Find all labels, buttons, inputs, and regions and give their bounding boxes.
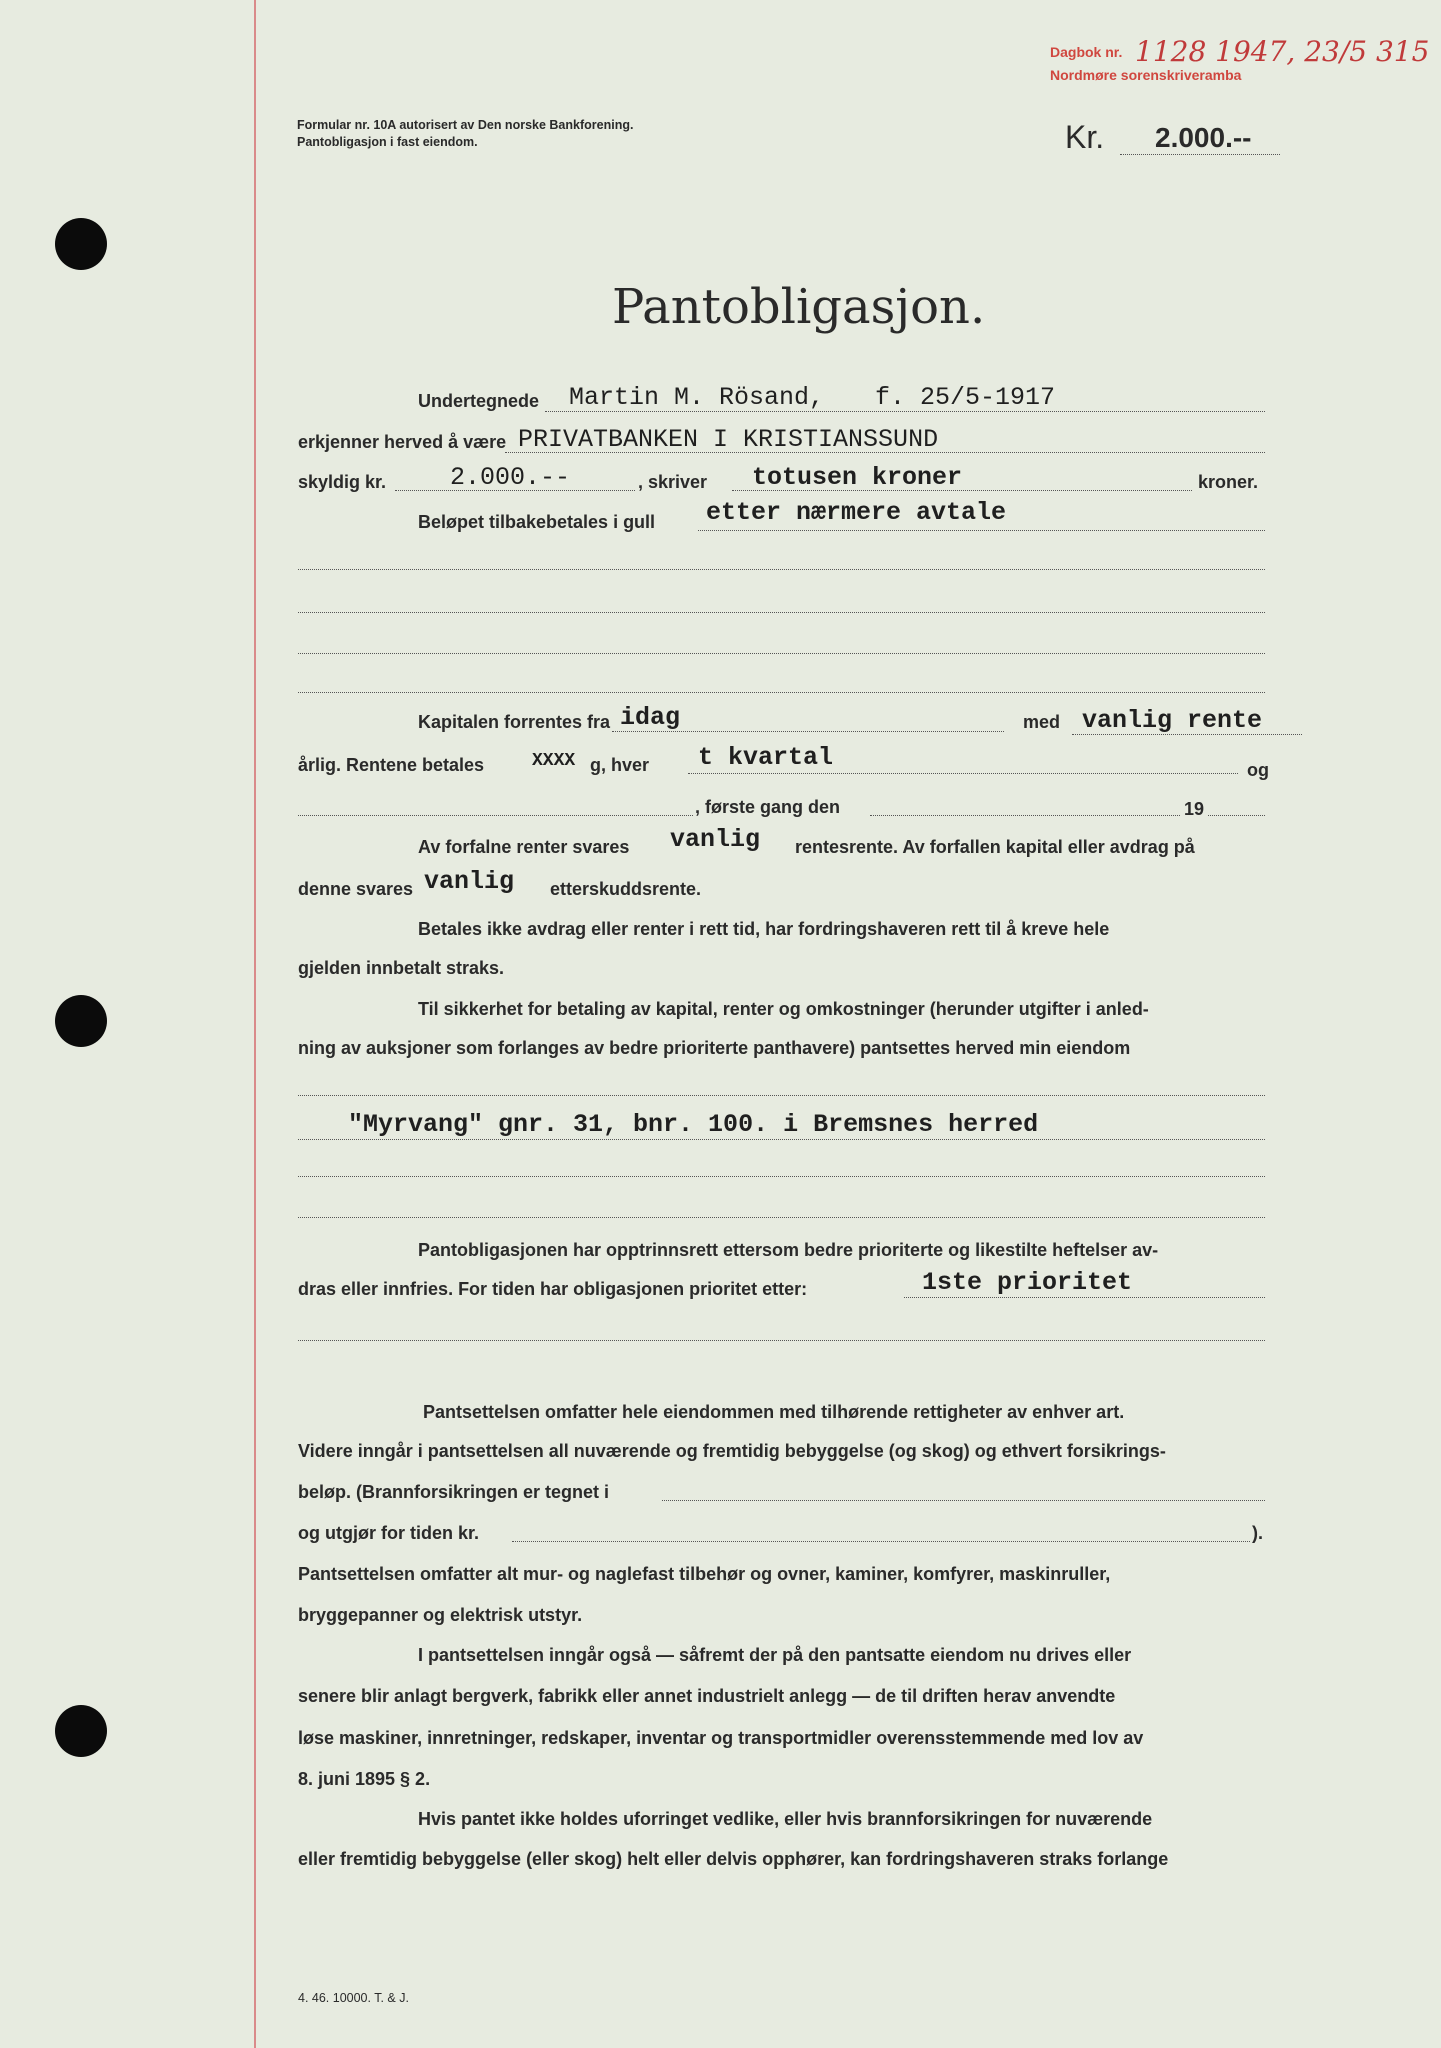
p-ogsa-3: løse maskiner, innretninger, redskaper, inventar og transportmidler overensstemmende med lov av: [298, 1728, 1144, 1748]
p-sikkerhet-1: Til sikkerhet for betaling av kapital, renter og omkostninger (herunder utgifter i anled-: [418, 999, 1149, 1019]
punch-hole: [55, 1705, 107, 1757]
hver-label: g, hver: [590, 755, 650, 775]
amount-dotline: [1120, 154, 1280, 155]
year-prefix: 19: [1184, 799, 1205, 819]
dotline: [298, 1139, 1265, 1140]
undertegnede-label: Undertegnede: [418, 391, 540, 411]
dotline: [612, 731, 1004, 732]
kapital-label: Kapitalen forrentes fra: [418, 712, 611, 732]
prioritet-value: 1ste prioritet: [922, 1268, 1133, 1297]
amount-prefix: Kr.: [1065, 119, 1105, 155]
p-omfatter-4-end: ).: [1252, 1523, 1263, 1543]
debtor-name: Martin M. Rösand,: [569, 383, 825, 412]
p-opptrinn-2: dras eller innfries. For tiden har obligasjonen prioritet etter:: [298, 1279, 808, 1299]
denne-label: denne svares: [298, 879, 414, 899]
dotline: [662, 1500, 1265, 1501]
skriver-label: , skriver: [638, 472, 708, 492]
skriver-words: totusen kroner: [752, 463, 963, 492]
amount-value: 2.000.--: [1155, 122, 1252, 153]
p-betales-1: Betales ikke avdrag eller renter i rett tid, har fordringshaveren rett til å kreve hele: [418, 919, 1110, 939]
dotline: [298, 692, 1265, 693]
dotline: [298, 1340, 1265, 1341]
stamp-office: Nordmøre sorenskriveramba: [1050, 67, 1242, 83]
skyldig-label: skyldig kr.: [298, 472, 387, 492]
p-mur-1: Pantsettelsen omfatter alt mur- og naglefast tilbehør og ovner, kaminer, komfyrer, maskinruller,: [298, 1564, 1111, 1584]
forste-label: , første gang den: [695, 797, 841, 817]
dotline: [1208, 815, 1265, 816]
p-omfatter-2: Videre inngår i pantsettelsen all nuværende og fremtidig bebyggelse (og skog) og ethvert forsikrings-: [298, 1441, 1166, 1461]
dotline: [298, 1095, 1265, 1096]
dotline: [298, 1176, 1265, 1177]
kapital-from: idag: [620, 703, 681, 732]
hver-value: t kvartal: [698, 743, 834, 772]
dotline: [688, 773, 1238, 774]
p-omfatter-4: og utgjør for tiden kr.: [298, 1523, 479, 1543]
dotline: [298, 653, 1265, 654]
av-forfalne-label: Av forfalne renter svares: [418, 837, 630, 857]
dotline: [1072, 734, 1302, 735]
dotline: [298, 1217, 1265, 1218]
dotline: [545, 411, 1265, 412]
p-hvis-1: Hvis pantet ikke holdes uforringet vedlike, eller hvis brannforsikringen for nuværende: [418, 1809, 1153, 1829]
p-ogsa-2: senere blir anlagt bergverk, fabrikk eller annet industrielt anlegg — de til driften herav anvendte: [298, 1686, 1116, 1706]
etterskudd-label: etterskuddsrente.: [550, 879, 702, 899]
arlig-label: årlig. Rentene betales: [298, 755, 485, 775]
denne-value: vanlig: [424, 867, 515, 896]
page-title: Pantobligasjon.: [612, 279, 986, 335]
med-label: med: [1023, 712, 1061, 732]
creditor-name: PRIVATBANKEN I KRISTIANSSUND: [518, 425, 939, 454]
erkjenner-label: erkjenner herved å være: [298, 432, 507, 452]
p-sikkerhet-2: ning av auksjoner som forlanges av bedre prioriterte panthavere) pantsettes herved min eiendom: [298, 1038, 1131, 1058]
dotline: [298, 815, 693, 816]
kroner-label: kroner.: [1198, 472, 1259, 492]
rente-value: vanlig rente: [1082, 706, 1263, 735]
debtor-birth: f. 25/5-1917: [875, 383, 1056, 412]
p-mur-2: bryggepanner og elektrisk utstyr.: [298, 1605, 583, 1625]
belopet-value: etter nærmere avtale: [706, 498, 1007, 527]
dotline: [732, 490, 1192, 491]
stamp-dagbok: Dagbok nr.: [1050, 44, 1123, 60]
punch-hole: [55, 218, 107, 270]
stamp-handwritten: 1128 1947, 23/5 315: [1135, 35, 1430, 68]
form-line-1: Formular nr. 10A autorisert av Den norske Bankforening.: [297, 118, 634, 132]
p-ogsa-4: 8. juni 1895 § 2.: [298, 1769, 431, 1789]
arlig-struck: XXXX: [532, 751, 576, 771]
property-description: "Myrvang" gnr. 31, bnr. 100. i Bremsnes herred: [348, 1110, 1039, 1139]
p-opptrinn-1: Pantobligasjonen har opptrinnsrett ettersom bedre prioriterte og likestilte heftelser av-: [418, 1240, 1159, 1260]
p-ogsa-1: I pantsettelsen inngår også — såfremt der på den pantsatte eiendom nu drives eller: [418, 1645, 1132, 1665]
skyldig-amount: 2.000.--: [450, 463, 571, 492]
dotline: [298, 612, 1265, 613]
p-betales-2: gjelden innbetalt straks.: [298, 958, 505, 978]
dotline: [298, 569, 1265, 570]
p-omfatter-3: beløp. (Brannforsikringen er tegnet i: [298, 1482, 610, 1502]
belopet-label: Beløpet tilbakebetales i gull: [418, 512, 656, 532]
dotline: [870, 815, 1180, 816]
rentesrente-label: rentesrente. Av forfallen kapital eller avdrag på: [795, 837, 1195, 857]
p-hvis-2: eller fremtidig bebyggelse (eller skog) helt eller delvis opphører, kan fordringshaveren straks forlange: [298, 1849, 1169, 1869]
og-label: og: [1247, 760, 1269, 780]
dotline: [512, 1541, 1250, 1542]
footer-print-code: 4. 46. 10000. T. & J.: [298, 1991, 409, 2005]
dotline: [505, 452, 1265, 453]
punch-hole: [55, 995, 107, 1047]
av-forfalne-value: vanlig: [670, 825, 761, 854]
form-line-2: Pantobligasjon i fast eiendom.: [297, 135, 478, 149]
dotline: [698, 530, 1265, 531]
margin-rule: [254, 0, 256, 2048]
dotline: [904, 1297, 1265, 1298]
p-omfatter-1: Pantsettelsen omfatter hele eiendommen med tilhørende rettigheter av enhver art.: [423, 1402, 1125, 1422]
dotline: [395, 490, 635, 491]
